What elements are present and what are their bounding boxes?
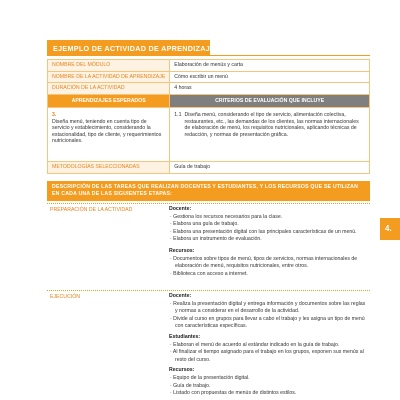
duration-label: DURACIÓN DE LA ACTIVIDAD [48,83,170,95]
table-row [48,83,370,95]
criteria-cell [170,108,370,162]
list-item: · Elaboran el menú de acuerdo al estándar indicado en la guía de trabajo. [170,341,340,348]
evaluation-criteria-header: CRITERIOS DE EVALUACIÓN QUE INCLUYE [170,94,370,108]
list-item: · Divide al curso en grupos para llevar a cabo el trabajo y les asigna un tipo de menú con características específicas. [170,315,365,330]
table-row [48,71,370,83]
activity-name-label: NOMBRE DE LA ACTIVIDAD DE APRENDIZAJE [48,71,170,83]
activity-table [47,59,370,174]
criteria-text: Diseña menú, considerando el tipo de servicio, alimentación colectiva, restaurantes, etc., las demandas de los clientes, las normas internacionales de elaboración de menú, los requisitos nutricionales, aplicando técnicas de redacción, y normas de presentación gráfica. [184,112,359,138]
list-item: · Listado con propuestas de menús de distintos estilos. [170,390,297,397]
methodologies-label: METODOLOGÍAS SELECCIONADAS [48,162,170,174]
table-row [48,108,370,162]
list-item: · Gestiona los recursos necesarios para la clase. [170,213,283,220]
list-item: · Al finalizar el tiempo asignado para el trabajo en los grupos, exponen sus menús al resto del curso. [170,349,364,363]
list-item: · Elabora un instrumento de evaluación. [170,236,262,243]
teacher-heading: Docente: [169,206,192,212]
list-item: · Realiza la presentación digital y entrega información y documentos sobre las reglas y normas a considerar en el desarrollo de la actividad. [170,300,366,315]
resources-heading: Recursos: [169,247,195,254]
list-item: · Biblioteca con acceso a internet. [170,270,248,277]
students-heading: Estudiantes: [169,333,201,340]
learning-outcomes-header: APRENDIZAJES ESPERADOS [48,94,170,108]
execution-section [47,290,370,400]
list-item: · Equipo de la presentación digital. [170,374,250,381]
learning-outcome-text: Diseña menú, teniendo en cuenta tipo de servicio y establecimiento, considerando la estacionalidad, tipo de cliente, y requerimientos nutricionales. [52,118,162,144]
activity-name-value: Cómo escribir un menú [170,71,370,83]
list-item: · Elabora una guía de trabajo. [170,221,239,228]
page-title: EJEMPLO DE ACTIVIDAD DE APRENDIZAJE [47,40,210,56]
table-row [48,60,370,72]
header-divider [210,55,370,56]
duration-value: 4 horas [170,83,370,95]
preparation-label: PREPARACIÓN DE LA ACTIVIDAD [50,207,133,213]
learning-outcome-number: 3. [52,112,57,118]
list-item: · Documentos sobre tipos de menú, tipos de servicios, normas internacionales de elaboración de menú, requisitos nutricionales, entre otros. [170,255,358,270]
list-item: · Elabora una presentación digital con las principales características de un menú. [170,228,357,235]
resources-heading: Recursos: [169,367,195,374]
preparation-body [165,204,370,288]
list-item: · Guía de trabajo. [170,382,211,389]
tasks-description-header: DESCRIPCIÓN DE LAS TAREAS QUE REALIZAN DOCENTES Y ESTUDIANTES, Y LOS RECURSOS QUE SE UTILIZAN EN CADA UNA DE LAS SIGUIENTES ETAPAS: [47,181,370,201]
teacher-heading: Docente: [169,293,192,299]
table-header-row [48,94,370,108]
execution-label: EJECUCIÓN [50,294,80,300]
table-row [48,162,370,174]
criteria-number: 1.1 [174,112,182,118]
preparation-section [47,203,370,288]
methodologies-value: Guía de trabajo [170,162,370,174]
execution-body [165,291,370,400]
module-name-label: NOMBRE DEL MÓDULO [48,60,170,72]
section-badge: 4. [380,218,400,240]
module-name-value: Elaboración de menús y carta [170,60,370,72]
learning-outcome-cell [48,108,170,162]
